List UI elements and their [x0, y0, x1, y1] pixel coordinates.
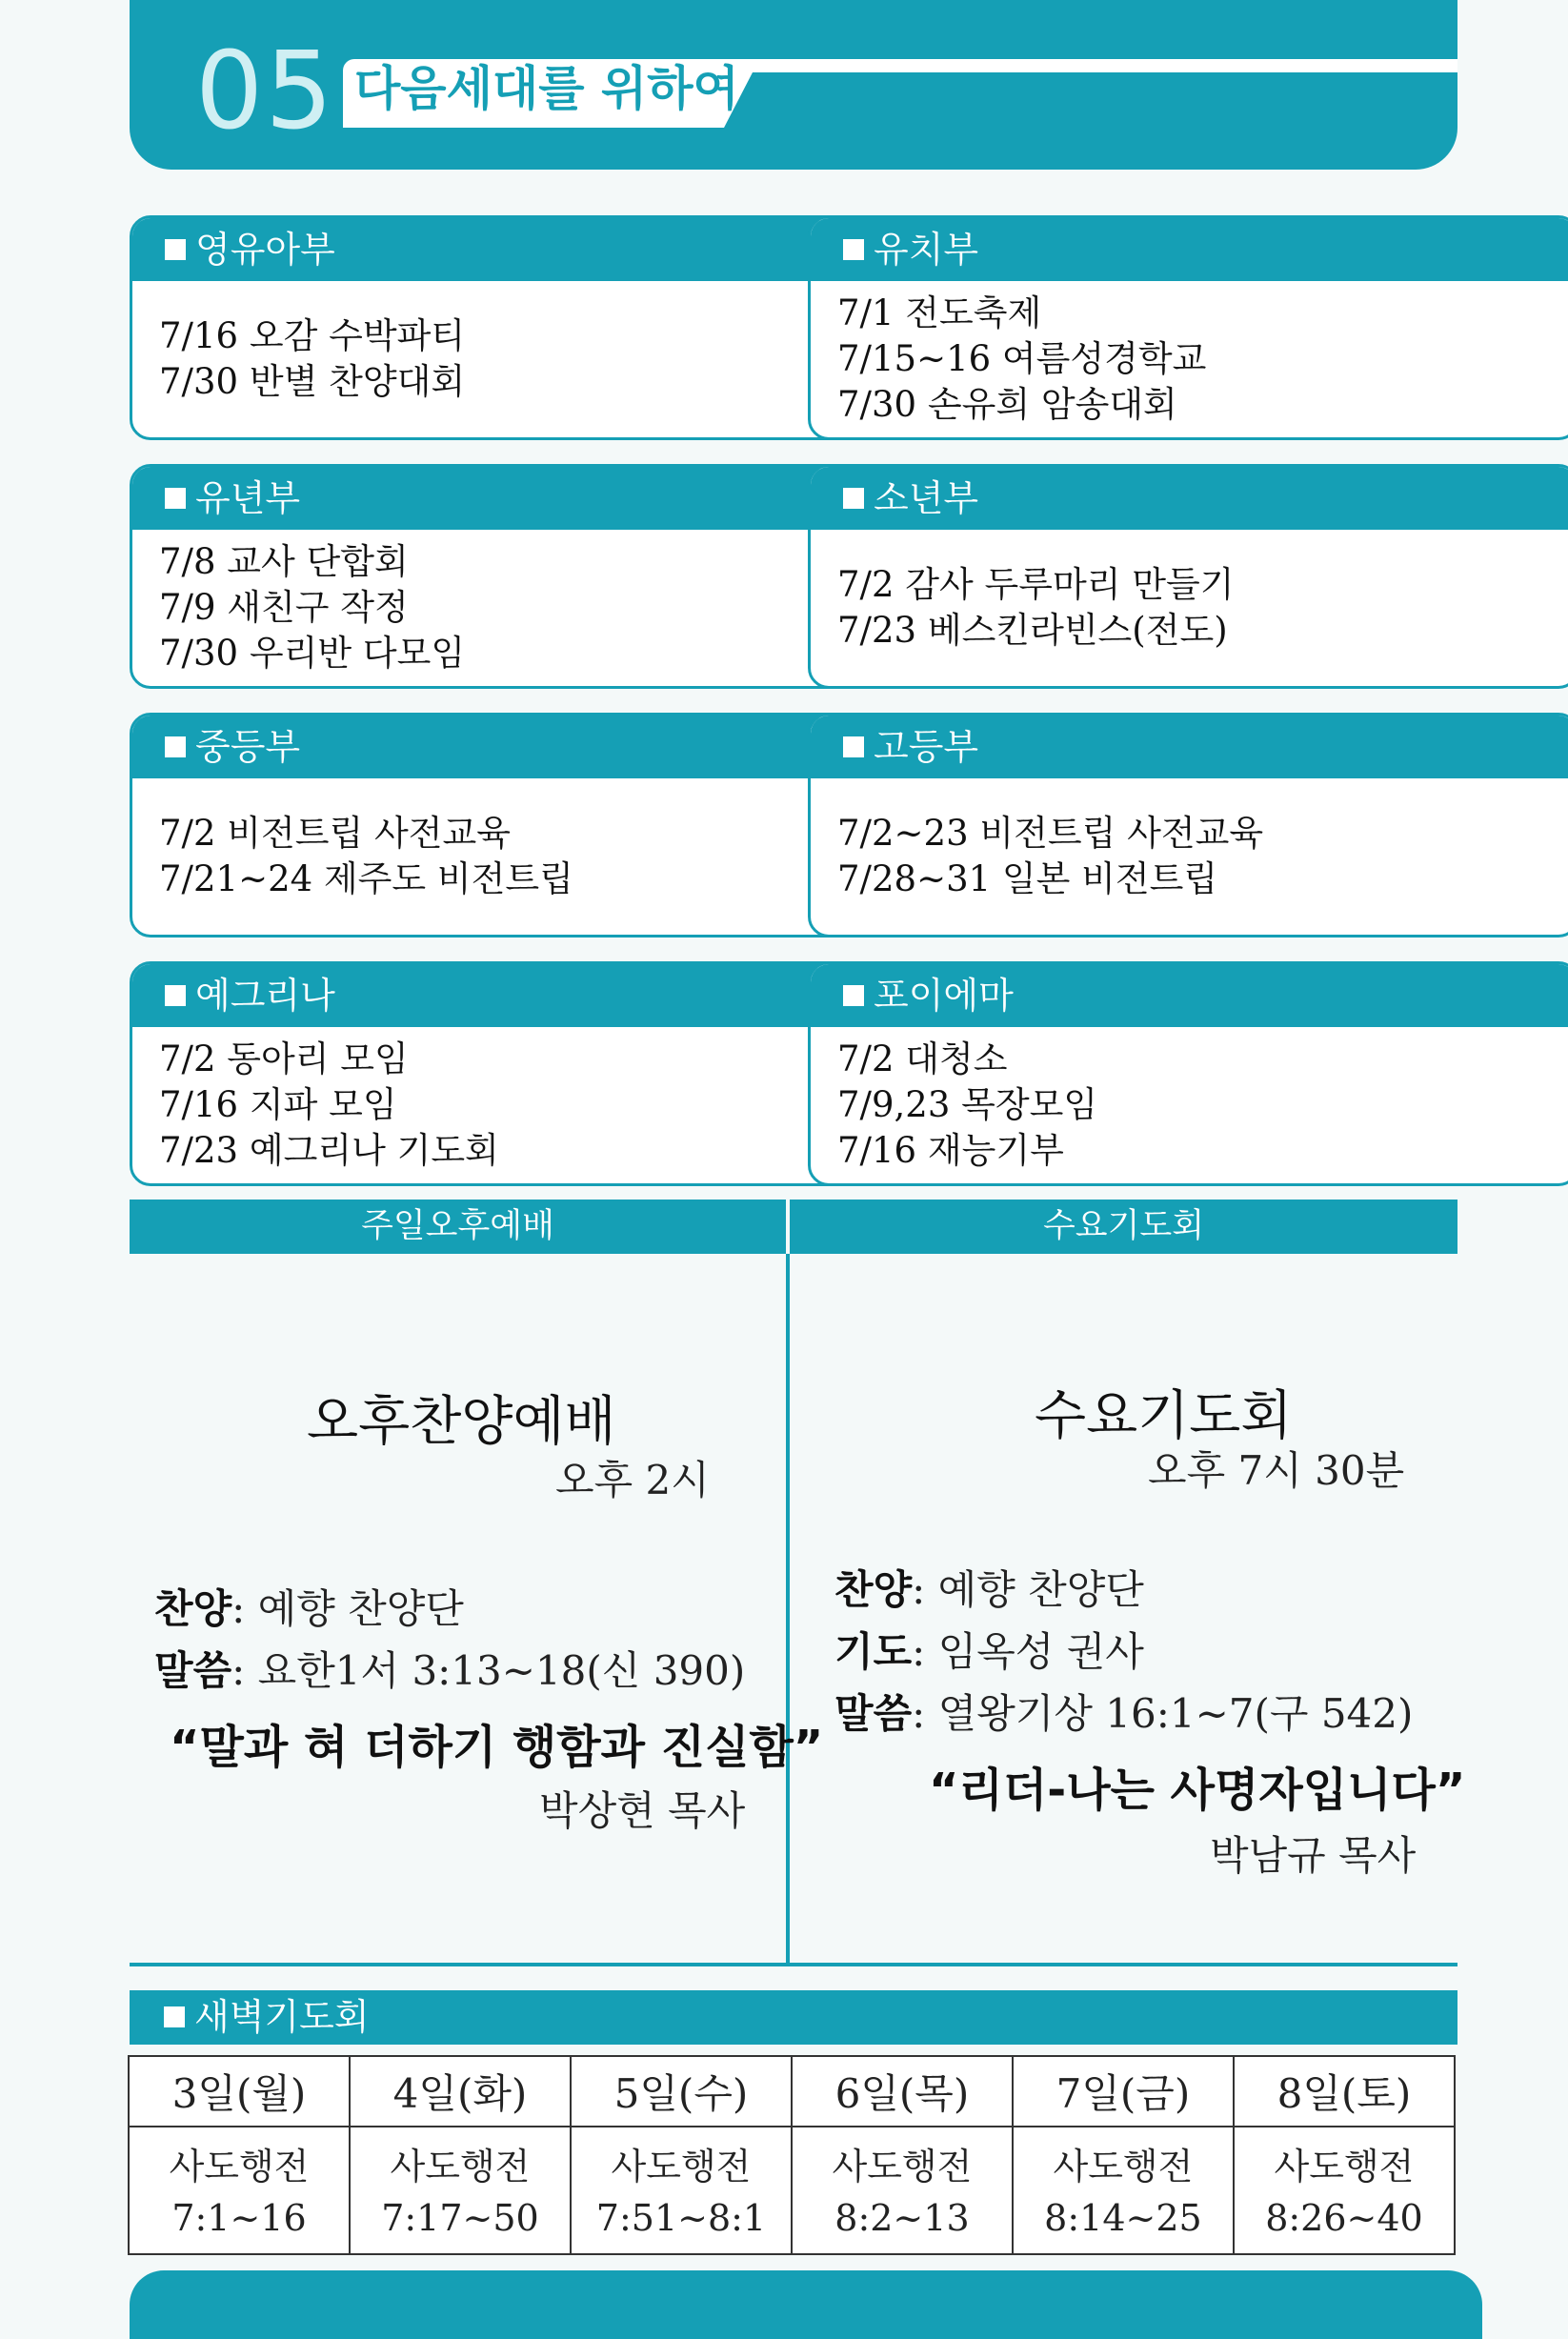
reading-cell: [129, 2127, 350, 2254]
department-schedule: [837, 778, 1558, 935]
department-schedule: [159, 281, 879, 437]
wednesday-service-title: 수요기도회: [1035, 1385, 1293, 1447]
reading-range: 8:26~40: [1265, 2196, 1423, 2239]
department-box: [808, 961, 1568, 1186]
schedule-line: 7/9,23 목장모임: [837, 1084, 1098, 1125]
department-title: [165, 474, 300, 522]
day-cell: 8일(토): [1234, 2056, 1455, 2127]
department-schedule: [159, 778, 879, 935]
praise-label: 찬양: [834, 1566, 913, 1613]
reading-cell: [1234, 2127, 1455, 2254]
sunday-service-header: 주일오후예배: [130, 1200, 786, 1254]
square-bullet-icon: [165, 736, 186, 757]
praise-value: : 예향 찬양단: [231, 1585, 464, 1632]
word-label: 말씀: [154, 1647, 232, 1694]
section-number: 05: [195, 30, 335, 153]
day-cell: 5일(수): [571, 2056, 792, 2127]
wednesday-preacher: 박남규 목사: [1210, 1832, 1417, 1879]
schedule-line: 7/8 교사 단합회: [159, 541, 409, 582]
column-divider: [786, 1254, 790, 1966]
department-schedule: [837, 1027, 1558, 1183]
sunday-service-title: 오후찬양예배: [307, 1391, 616, 1453]
schedule-line: 7/30 반별 찬양대회: [159, 361, 466, 402]
schedule-line: 7/2 비전트립 사전교육: [159, 813, 512, 854]
reading-book: 사도행전: [611, 2145, 752, 2188]
department-box: [808, 215, 1568, 440]
schedule-line: 7/28~31 일본 비전트립: [837, 858, 1218, 899]
department-box: [808, 713, 1568, 938]
day-cell: 3일(월): [129, 2056, 350, 2127]
schedule-line: 7/9 새친구 작정: [159, 587, 409, 628]
department-name: 포이에마: [874, 975, 1014, 1017]
department-title: [165, 723, 300, 771]
department-title: [165, 972, 335, 1019]
wednesday-praise: [834, 1566, 1144, 1613]
schedule-line: 7/21~24 제주도 비전트립: [159, 858, 573, 899]
dawn-prayer-title-text: 새벽기도회: [194, 1996, 370, 2038]
reading-book: 사도행전: [1274, 2145, 1415, 2188]
wednesday-service-header: 수요기도회: [790, 1200, 1457, 1254]
dawn-prayer-table: [128, 2055, 1456, 2255]
department-name: 영유아부: [195, 229, 335, 271]
square-bullet-icon: [843, 239, 864, 260]
prayer-value: : 임옥성 권사: [912, 1628, 1144, 1675]
square-bullet-icon: [843, 985, 864, 1006]
sunday-word: [154, 1647, 746, 1694]
sunday-service-time: 오후 2시: [555, 1457, 710, 1503]
schedule-line: 7/2~23 비전트립 사전교육: [837, 813, 1264, 854]
schedule-line: 7/1 전도축제: [837, 292, 1042, 333]
department-name: 유치부: [874, 229, 979, 271]
reading-cell: [1013, 2127, 1234, 2254]
section-title: 다음세대를 위하여: [354, 61, 739, 116]
department-schedule: [837, 281, 1558, 437]
department-box: [130, 464, 901, 689]
schedule-line: 7/2 동아리 모임: [159, 1038, 409, 1079]
schedule-line: 7/15~16 여름성경학교: [837, 338, 1207, 379]
square-bullet-icon: [164, 2006, 185, 2027]
department-name: 예그리나: [195, 975, 335, 1017]
department-title: [843, 723, 978, 771]
square-bullet-icon: [165, 985, 186, 1006]
schedule-line: 7/23 베스킨라빈스(전도): [837, 610, 1228, 651]
department-schedule: [837, 530, 1558, 686]
day-cell: 6일(목): [792, 2056, 1013, 2127]
day-cell: 7일(금): [1013, 2056, 1234, 2127]
department-title: [843, 474, 978, 522]
department-box: [130, 215, 901, 440]
schedule-line: 7/16 지파 모임: [159, 1084, 397, 1125]
square-bullet-icon: [165, 488, 186, 509]
square-bullet-icon: [843, 736, 864, 757]
wednesday-word: [834, 1690, 1414, 1737]
reading-range: 7:51~8:1: [595, 2196, 767, 2239]
reading-book: 사도행전: [169, 2145, 310, 2188]
prayer-label: 기도: [834, 1628, 913, 1675]
department-name: 소년부: [874, 477, 979, 519]
department-title: [165, 226, 335, 273]
reading-range: 8:2~13: [834, 2196, 970, 2239]
department-name: 고등부: [874, 726, 979, 768]
reading-book: 사도행전: [1053, 2145, 1194, 2188]
reading-book: 사도행전: [390, 2145, 531, 2188]
word-value: : 요한1서 3:13~18(신 390): [231, 1647, 746, 1694]
schedule-line: 7/2 감사 두루마리 만들기: [837, 564, 1235, 605]
section-divider: [130, 1963, 1457, 1966]
day-cell: 4일(화): [350, 2056, 571, 2127]
footer-bar: [130, 2270, 1482, 2339]
department-title: [843, 226, 978, 273]
department-box: [130, 961, 901, 1186]
schedule-line: 7/16 재능기부: [837, 1130, 1064, 1171]
praise-label: 찬양: [154, 1585, 232, 1632]
wednesday-sermon-title: “리더-나는 사명자입니다”: [929, 1764, 1466, 1817]
department-name: 중등부: [195, 726, 301, 768]
praise-value: : 예향 찬양단: [912, 1566, 1144, 1613]
department-box: [808, 464, 1568, 689]
department-name: 유년부: [195, 477, 301, 519]
schedule-line: 7/30 손유희 암송대회: [837, 384, 1177, 425]
reading-range: 8:14~25: [1044, 2196, 1202, 2239]
department-schedule: [159, 530, 879, 686]
table-row: [129, 2056, 1455, 2127]
reading-cell: [571, 2127, 792, 2254]
reading-cell: [792, 2127, 1013, 2254]
square-bullet-icon: [843, 488, 864, 509]
reading-cell: [350, 2127, 571, 2254]
sunday-praise: [154, 1585, 464, 1632]
schedule-line: 7/16 오감 수박파티: [159, 315, 466, 356]
sunday-sermon-title: “말과 혀 더하기 행함과 진실함”: [170, 1721, 824, 1774]
word-value: : 열왕기상 16:1~7(구 542): [912, 1690, 1414, 1737]
schedule-line: 7/30 우리반 다모임: [159, 633, 466, 674]
wednesday-prayer: [834, 1628, 1144, 1675]
reading-book: 사도행전: [832, 2145, 973, 2188]
department-schedule: [159, 1027, 879, 1183]
department-title: [843, 972, 1014, 1019]
square-bullet-icon: [165, 239, 186, 260]
schedule-line: 7/2 대청소: [837, 1038, 1008, 1079]
word-label: 말씀: [834, 1690, 913, 1737]
dawn-prayer-title: [164, 1990, 370, 2045]
reading-range: 7:17~50: [381, 2196, 539, 2239]
table-row: [129, 2127, 1455, 2254]
reading-range: 7:1~16: [171, 2196, 307, 2239]
department-box: [130, 713, 901, 938]
wednesday-service-time: 오후 7시 30분: [1148, 1447, 1405, 1494]
sunday-preacher: 박상현 목사: [539, 1787, 746, 1834]
schedule-line: 7/23 예그리나 기도회: [159, 1130, 499, 1171]
